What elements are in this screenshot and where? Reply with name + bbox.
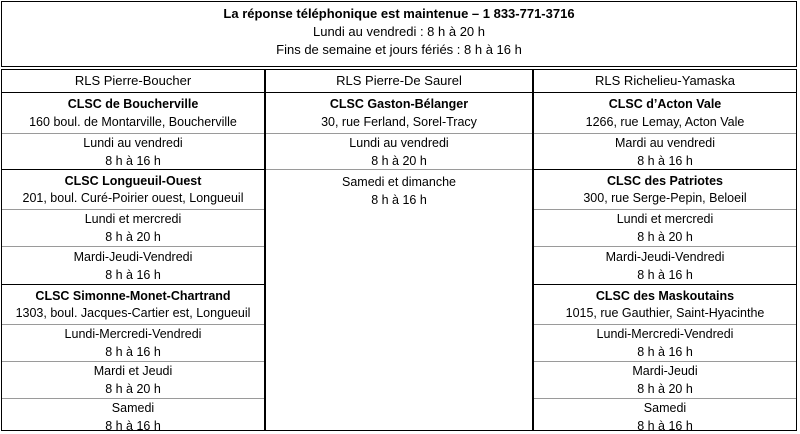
schedule-days: Lundi au vendredi xyxy=(349,136,449,150)
schedule-days: Mardi-Jeudi-Vendredi xyxy=(605,250,725,264)
clsc-address: 201, boul. Curé-Poirier ouest, Longueuil xyxy=(22,191,244,205)
schedule-hours: 8 h à 16 h xyxy=(105,268,161,282)
clsc-name: CLSC Gaston-Bélanger xyxy=(329,97,469,111)
schedule-block xyxy=(2,361,264,398)
rls-title: RLS Pierre-Boucher xyxy=(2,70,264,93)
address-part: 160 boul. de Montarville, Boucherville xyxy=(29,115,237,129)
schedule-hours: 8 h à 16 h xyxy=(637,154,693,168)
schedule-days: Samedi xyxy=(643,401,687,415)
rls-column-pierre-boucher xyxy=(1,69,265,431)
schedule-hours: 8 h à 20 h xyxy=(371,154,427,168)
phone-service-title: La réponse téléphonique est maintenue – 1 833-771-3716 xyxy=(223,6,575,21)
clsc-name: CLSC des Maskoutains xyxy=(534,284,796,304)
schedule-days: Samedi xyxy=(111,401,155,415)
schedule-block xyxy=(2,209,264,246)
schedule-block xyxy=(2,324,264,361)
schedule-block xyxy=(534,324,796,361)
clsc-name: CLSC Longueuil-Ouest xyxy=(2,169,264,189)
schedule-block xyxy=(534,398,796,434)
schedule-block xyxy=(266,169,532,209)
clsc-address: 1303, boul. Jacques-Cartier est, Longueuil xyxy=(15,306,251,320)
schedule-hours: 8 h à 20 h xyxy=(637,382,693,396)
schedule-days: Mardi au vendredi xyxy=(614,136,716,150)
schedule-hours: 8 h à 20 h xyxy=(105,382,161,396)
schedule-days: Samedi et dimanche xyxy=(342,175,456,189)
schedule-days: Lundi au vendredi xyxy=(83,136,183,150)
schedule-hours: 8 h à 16 h xyxy=(105,345,161,359)
rls-title: RLS Richelieu-Yamaska xyxy=(534,70,796,93)
schedule-hours: 8 h à 20 h xyxy=(637,230,693,244)
clsc-address: 1266, rue Lemay, Acton Vale xyxy=(585,115,745,129)
schedule-hours: 8 h à 16 h xyxy=(637,345,693,359)
clsc-name: CLSC de Boucherville xyxy=(67,97,199,111)
schedule-hours: 8 h à 16 h xyxy=(371,193,427,207)
clsc-address: 300, rue Serge-Pepin, Beloeil xyxy=(583,191,747,205)
schedule-block xyxy=(266,133,532,169)
schedule-hours: 8 h à 16 h xyxy=(105,419,161,433)
schedule-hours: 8 h à 20 h xyxy=(105,230,161,244)
schedule-block xyxy=(2,246,264,284)
schedule-days: Mardi-Jeudi-Vendredi xyxy=(73,250,193,264)
schedule-days: Lundi-Mercredi-Vendredi xyxy=(64,327,202,341)
schedule-block xyxy=(534,361,796,398)
clsc-address: 30, rue Ferland, Sorel-Tracy xyxy=(321,115,477,129)
schedule-days: Mardi-Jeudi xyxy=(632,364,698,378)
phone-service-header xyxy=(1,1,797,67)
schedule-days: Lundi et mercredi xyxy=(84,212,182,226)
schedule-days: Lundi et mercredi xyxy=(616,212,714,226)
schedule-hours: 8 h à 16 h xyxy=(637,268,693,282)
clsc-address: 1015, rue Gauthier, Saint-Hyacinthe xyxy=(565,306,765,320)
rls-column-pierre-de-saurel xyxy=(265,69,533,431)
schedule-block xyxy=(2,133,264,169)
schedule-hours: 8 h à 16 h xyxy=(637,419,693,433)
rls-title: RLS Pierre-De Saurel xyxy=(266,70,532,93)
schedule-days: Lundi-Mercredi-Vendredi xyxy=(596,327,734,341)
schedule-block xyxy=(534,133,796,169)
weekend-hours: Fins de semaine et jours fériés : 8 h à 16 h xyxy=(276,42,522,57)
schedule-block xyxy=(534,209,796,246)
schedule-block xyxy=(2,398,264,434)
weekday-hours: Lundi au vendredi : 8 h à 20 h xyxy=(312,24,486,39)
schedule-block xyxy=(534,246,796,284)
clsc-address xyxy=(2,113,264,133)
clsc-name: CLSC d’Acton Vale xyxy=(608,97,722,111)
rls-column-richelieu-yamaska xyxy=(533,69,797,431)
clsc-name: CLSC des Patriotes xyxy=(534,169,796,189)
schedule-days: Mardi et Jeudi xyxy=(93,364,173,378)
schedule-hours: 8 h à 16 h xyxy=(105,154,161,168)
clsc-name: CLSC Simonne-Monet-Chartrand xyxy=(2,284,264,304)
